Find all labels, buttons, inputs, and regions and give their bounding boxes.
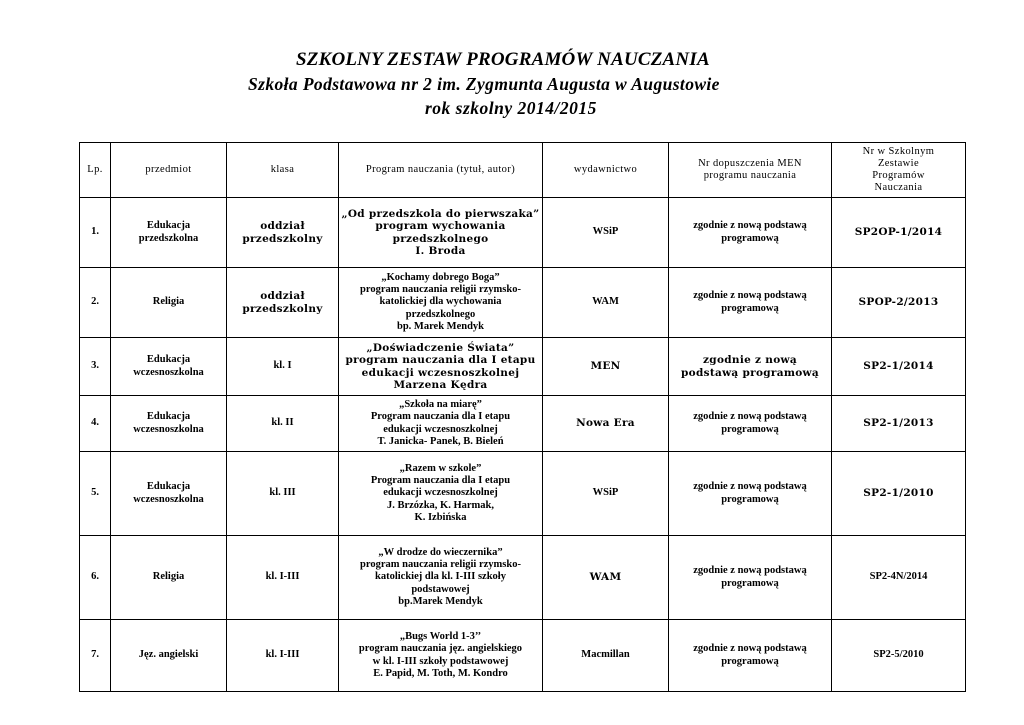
program-cell-line: „Kochamy dobrego Boga”	[381, 271, 500, 283]
subject-cell-line: Jęz. angielski	[138, 649, 199, 661]
program-cell-line: J. Brzózka, K. Harmak,	[386, 499, 495, 511]
header-subject: przedmiot	[111, 143, 227, 198]
program-cell-line: Program nauczania dla I etapu	[370, 411, 511, 423]
program-number-cell: SP2-5/2010	[832, 620, 966, 692]
program-cell-line: katolickiej dla kl. I-III szkoły	[375, 571, 506, 583]
class-cell-line: kl. I-III	[265, 649, 300, 661]
program-cell-line: przedszkolnego	[405, 308, 476, 320]
program-cell-line: w kl. I-III szkoły podstawowej	[372, 655, 509, 667]
row-number: 2.	[80, 268, 111, 338]
table-row	[80, 338, 966, 396]
approval-cell-line: zgodnie z nową	[703, 354, 797, 367]
program-cell-line: przedszkolnego	[392, 232, 489, 245]
school-name: Szkoła Podstawowa nr 2 im. Zygmunta Augusta w Augustowie	[248, 74, 720, 94]
program-cell	[339, 536, 543, 620]
program-cell-line: I. Broda	[415, 244, 466, 257]
program-cell-line: „Od przedszkola do pierwszaka”	[341, 208, 540, 221]
subject-cell	[111, 452, 227, 536]
header-approval-line: programu nauczania	[703, 170, 797, 181]
program-cell-line: edukacji wczesnoszkolnej	[383, 423, 498, 435]
subject-cell	[111, 268, 227, 338]
programs-table	[79, 142, 966, 692]
subject-cell-line: Edukacja	[146, 411, 191, 423]
approval-cell-line: programową	[721, 232, 779, 244]
program-cell-line: E. Papid, M. Toth, M. Kondro	[373, 667, 508, 679]
program-number-cell: SP2-1/2013	[832, 396, 966, 452]
program-cell-line: katolickiej dla wychowania	[379, 296, 502, 308]
school-year: rok szkolny 2014/2015	[425, 98, 597, 118]
program-cell	[339, 396, 543, 452]
publisher-cell: WAM	[543, 268, 669, 338]
class-cell	[227, 620, 339, 692]
approval-cell-line: zgodnie z nową podstawą	[693, 643, 807, 655]
program-cell-line: edukacji wczesnoszkolnej	[383, 487, 498, 499]
subject-cell	[111, 198, 227, 268]
program-cell-line: edukacji wczesnoszkolnej	[361, 366, 520, 379]
subject-cell-line: wczesnoszkolna	[133, 366, 204, 378]
class-cell-line: kl. I	[273, 360, 292, 372]
header-publisher: wydawnictwo	[543, 143, 669, 198]
approval-cell-line: programową	[721, 577, 779, 589]
approval-cell	[669, 452, 832, 536]
class-cell	[227, 396, 339, 452]
program-cell-line: program wychowania	[375, 220, 506, 233]
program-cell-line: podstawowej	[411, 583, 470, 595]
program-cell-line: program nauczania religii rzymsko-	[360, 284, 521, 296]
program-cell-line: program nauczania jęz. angielskiego	[358, 643, 523, 655]
class-cell	[227, 338, 339, 396]
header-number-line: Nauczania	[874, 182, 923, 194]
program-cell-line: „Szkoła na miarę”	[399, 399, 482, 411]
approval-cell	[669, 620, 832, 692]
approval-cell-line: programową	[721, 655, 779, 667]
program-cell-line: K. Izbińska	[414, 511, 467, 523]
approval-cell-line: zgodnie z nową podstawą	[693, 565, 807, 577]
class-cell	[227, 536, 339, 620]
publisher-cell: WAM	[543, 536, 669, 620]
subject-cell-line: Religia	[152, 571, 185, 583]
approval-cell-line: zgodnie z nową podstawą	[693, 290, 807, 302]
class-cell-line: oddział	[260, 290, 305, 303]
program-cell-line: „W drodze do wieczernika”	[378, 546, 503, 558]
header-number-line: Zestawie	[877, 157, 920, 169]
program-cell	[339, 198, 543, 268]
publisher-cell: WSiP	[543, 452, 669, 536]
subject-cell	[111, 338, 227, 396]
header-program: Program nauczania (tytuł, autor)	[339, 143, 543, 198]
header-number-line: Programów	[872, 170, 925, 181]
class-cell	[227, 198, 339, 268]
subject-cell-line: przedszkolna	[138, 232, 199, 244]
document-header	[0, 48, 1024, 120]
subject-cell	[111, 396, 227, 452]
program-number-cell: SPOP-2/2013	[832, 268, 966, 338]
table-row	[80, 198, 966, 268]
subject-cell-line: Edukacja	[146, 481, 191, 493]
program-number-cell: SP2-1/2014	[832, 338, 966, 396]
program-cell-line: bp. Marek Mendyk	[396, 320, 485, 332]
header-lp: Lp.	[80, 143, 111, 198]
program-cell	[339, 268, 543, 338]
publisher-cell: Nowa Era	[543, 396, 669, 452]
subject-cell	[111, 536, 227, 620]
program-cell-line: „Razem w szkole”	[399, 462, 482, 474]
approval-cell	[669, 268, 832, 338]
program-cell	[339, 620, 543, 692]
approval-cell-line: podstawą programową	[681, 366, 819, 379]
program-cell-line: program nauczania religii rzymsko-	[360, 559, 521, 571]
class-cell-line: kl. III	[269, 487, 296, 499]
header-approval	[669, 143, 832, 198]
header-number	[832, 143, 966, 198]
program-number-cell: SP2-1/2010	[832, 452, 966, 536]
approval-cell	[669, 338, 832, 396]
row-number: 6.	[80, 536, 111, 620]
subject-cell-line: Edukacja	[146, 354, 191, 366]
class-cell	[227, 268, 339, 338]
table-row	[80, 452, 966, 536]
header-number-line: Nr w Szkolnym	[862, 145, 935, 157]
class-cell-line: oddział	[260, 220, 305, 233]
program-cell-line: „Bugs World 1-3’’	[399, 631, 482, 643]
table-row	[80, 396, 966, 452]
program-cell-line: Program nauczania dla I etapu	[370, 475, 511, 487]
publisher-cell: MEN	[543, 338, 669, 396]
class-cell-line: kl. II	[271, 417, 294, 429]
table-row	[80, 536, 966, 620]
approval-cell-line: zgodnie z nową podstawą	[693, 220, 807, 232]
program-cell-line: T. Janicka- Panek, B. Bieleń	[377, 435, 504, 447]
class-cell-line: przedszkolny	[242, 232, 323, 245]
publisher-cell: WSiP	[543, 198, 669, 268]
class-cell-line: przedszkolny	[242, 302, 323, 315]
row-number: 5.	[80, 452, 111, 536]
program-cell	[339, 338, 543, 396]
program-cell-line: Marzena Kędra	[393, 378, 488, 391]
subject-cell-line: Edukacja	[146, 220, 191, 232]
approval-cell-line: programową	[721, 423, 779, 435]
approval-cell	[669, 198, 832, 268]
program-cell	[339, 452, 543, 536]
program-cell-line: program nauczania dla I etapu	[345, 354, 536, 367]
table-row	[80, 620, 966, 692]
approval-cell-line: programową	[721, 493, 779, 505]
subject-cell-line: wczesnoszkolna	[133, 423, 204, 435]
subject-cell-line: wczesnoszkolna	[133, 493, 204, 505]
approval-cell-line: zgodnie z nową podstawą	[693, 411, 807, 423]
header-approval-line: Nr dopuszczenia MEN	[698, 157, 802, 169]
publisher-cell: Macmillan	[543, 620, 669, 692]
row-number: 7.	[80, 620, 111, 692]
table-body	[80, 198, 966, 692]
approval-cell-line: zgodnie z nową podstawą	[693, 481, 807, 493]
program-cell-line: „Doświadczenie Świata”	[366, 342, 515, 355]
row-number: 4.	[80, 396, 111, 452]
approval-cell-line: programową	[721, 302, 779, 314]
document-title: SZKOLNY ZESTAW PROGRAMÓW NAUCZANIA	[296, 49, 710, 70]
row-number: 1.	[80, 198, 111, 268]
header-class: klasa	[227, 143, 339, 198]
program-number-cell: SP2OP-1/2014	[832, 198, 966, 268]
subject-cell	[111, 620, 227, 692]
row-number: 3.	[80, 338, 111, 396]
program-number-cell: SP2-4N/2014	[832, 536, 966, 620]
class-cell-line: kl. I-III	[265, 571, 300, 583]
subject-cell-line: Religia	[152, 296, 185, 308]
program-cell-line: bp.Marek Mendyk	[398, 595, 483, 607]
approval-cell	[669, 396, 832, 452]
approval-cell	[669, 536, 832, 620]
class-cell	[227, 452, 339, 536]
table-row	[80, 268, 966, 338]
table-header-row	[80, 143, 966, 198]
